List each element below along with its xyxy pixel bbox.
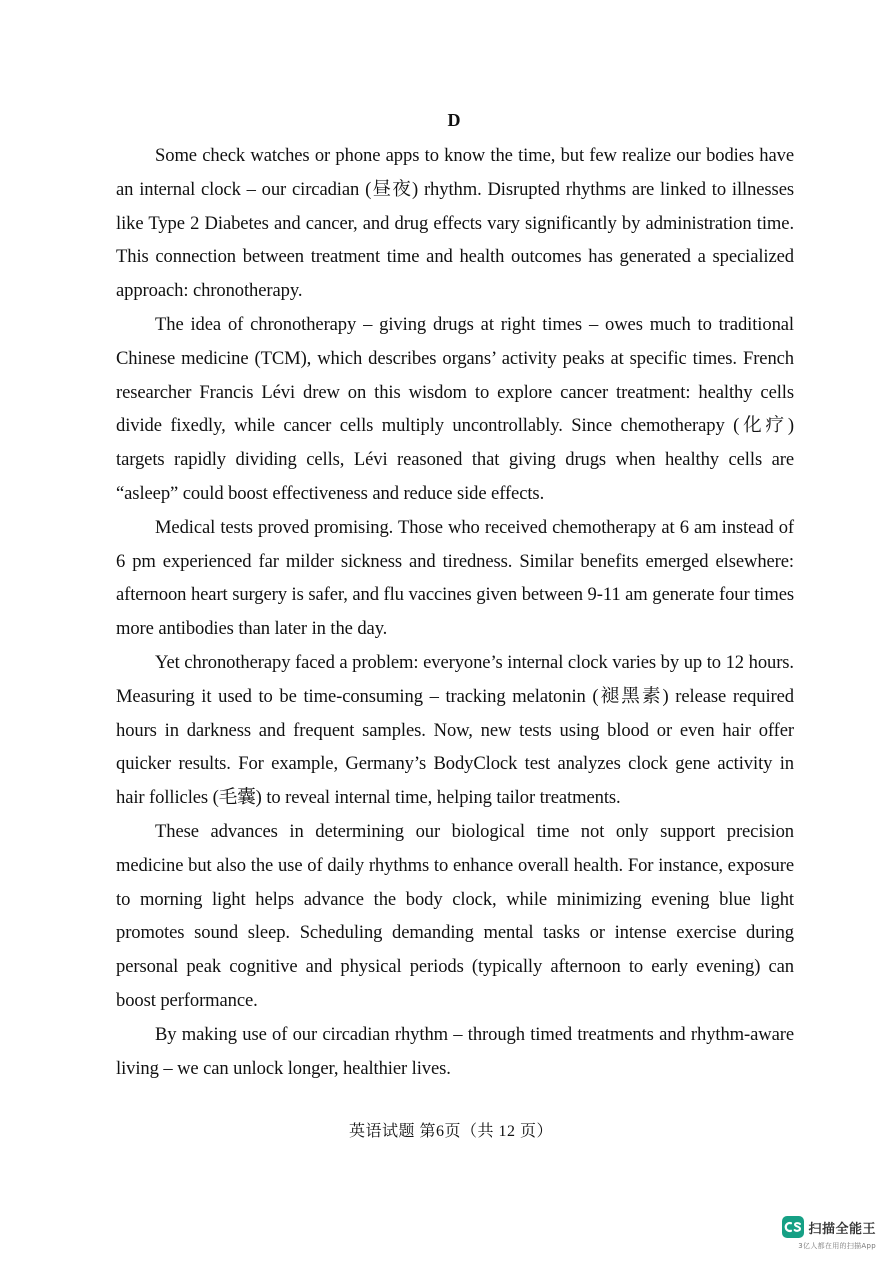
paragraph-5: These advances in determining our biological time not only support precision medicine but also the use of daily rhythms to enhance overall health. For instance, exposure to morning light helps advance the body clock, while minimizing evening blue light promotes sound sleep. Scheduling demanding mental tasks or intense exercise during personal peak cognitive and physical periods (typically afternoon to early evening) can boost performance. <box>116 820 794 1011</box>
paragraph-4: Yet chronotherapy faced a problem: everyone’s internal clock varies by up to 12 hours. Measuring it used to be time-consuming – tracking melatonin (褪黑素) release required hours in darkness and frequent samples. Now, new tests using blood or even hair offer quicker results. For example, Germany’s BodyClock test analyzes clock gene activity in hair follicles (毛囊) to reveal internal time, helping tailor treatments. <box>116 651 794 809</box>
paragraph-3: Medical tests proved promising. Those who received chemotherapy at 6 am instead of 6 pm experienced far milder sickness and tiredness. Similar benefits emerged elsewhere: afternoon heart surgery is safer, and flu vaccines given between 9-11 am generate four times more antibodies than later in the day. <box>116 516 794 640</box>
watermark-app-name: 扫描全能王 <box>808 1221 876 1237</box>
passage-body <box>116 139 794 1085</box>
camscanner-logo-icon <box>782 1216 804 1238</box>
scanner-watermark <box>766 1216 876 1251</box>
section-heading: D <box>447 110 461 130</box>
paragraph-6: By making use of our circadian rhythm – through timed treatments and rhythm-aware living – we can unlock longer, healthier lives. <box>116 1023 794 1079</box>
page-footer: 英语试题 第6页（共 12 页） <box>348 1123 553 1140</box>
paragraph-2: The idea of chronotherapy – giving drugs at right times – owes much to traditional Chinese medicine (TCM), which describes organs’ activity peaks at specific times. French researcher Francis Lévi drew on this wisdom to explore cancer treatment: healthy cells divide fixedly, while cancer cells multiply uncontrollably. Since chemotherapy (化疗) targets rapidly dividing cells, Lévi reasoned that giving drugs when healthy cells are “asleep” could boost effectiveness and reduce side effects. <box>116 313 794 504</box>
paragraph-1: Some check watches or phone apps to know the time, but few realize our bodies have an internal clock – our circadian (昼夜) rhythm. Disrupted rhythms are linked to illnesses like Type 2 Diabetes and cancer, and drug effects vary significantly by administration time. This connection between treatment time and health outcomes has generated a specialized approach: chronotherapy. <box>116 145 794 302</box>
watermark-tagline: 3亿人都在用的扫描App <box>798 1242 876 1250</box>
